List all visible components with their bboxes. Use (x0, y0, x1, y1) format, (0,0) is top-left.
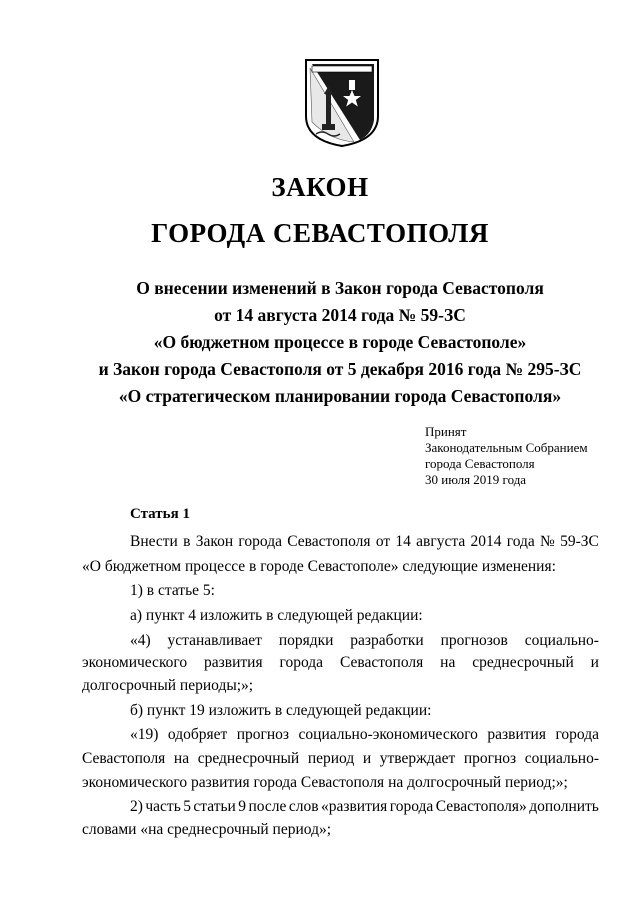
document-title-city: ГОРОДА СЕВАСТОПОЛЯ (151, 218, 489, 248)
body-word: развития (204, 654, 263, 671)
body-word: года (506, 533, 535, 550)
adoption-line: города Севастополя (425, 456, 535, 471)
body-word: среднесрочный (197, 750, 300, 767)
adoption-line: Принят (425, 424, 467, 439)
body-word: города (238, 533, 282, 550)
body-line: «О бюджетном процессе в городе Севастополе» следующие изменения: (82, 558, 556, 575)
body-word: № (540, 533, 555, 550)
body-line (82, 749, 599, 769)
body-word: города (279, 654, 324, 671)
body-word: в (183, 533, 191, 550)
body-word: на (173, 750, 190, 767)
body-word: Севастополя (82, 750, 166, 767)
body-word: период (307, 750, 355, 767)
body-word: и (590, 654, 599, 671)
body-word: социально-экономического (298, 726, 478, 743)
body-word: 9 (238, 798, 247, 815)
body-word: 2014 (470, 533, 502, 550)
body-line (130, 725, 599, 745)
body-word: одобряет (167, 726, 228, 743)
body-word: среднесрочный (472, 654, 574, 671)
body-word: «4) (130, 632, 151, 649)
body-word: прогноз (463, 750, 517, 767)
body-line: экономического развития города Севастополя на долгосрочный период;»; (82, 774, 568, 791)
body-word: часть (145, 798, 181, 815)
adoption-note (425, 424, 605, 488)
body-word: 5 (183, 798, 191, 815)
body-word: «развития (320, 798, 388, 815)
body-line: словами «на среднесрочный период»; (82, 821, 332, 838)
law-subject-line-4: и Закон города Севастополя от 5 декабря 2016 года № 295-ЗС (98, 359, 582, 379)
body-word: социально- (524, 632, 599, 649)
body-word: Севастополя (339, 654, 424, 671)
body-word: социально- (524, 750, 599, 767)
body-word: порядки (278, 632, 334, 649)
body-word: устанавливает (167, 632, 262, 649)
body-word: развития (487, 726, 546, 743)
body-line (130, 631, 599, 651)
law-subject-line-3: «О бюджетном процессе в городе Севастополе» (153, 332, 527, 352)
body-word: разработки (350, 632, 424, 649)
body-word: прогнозов (440, 632, 508, 649)
body-word: прогноз (236, 726, 290, 743)
body-line: а) пункт 4 изложить в следующей редакции: (130, 607, 423, 624)
body-word: от (375, 533, 391, 550)
body-word: после (248, 798, 287, 815)
body-word: на (440, 654, 456, 671)
body-line (82, 653, 599, 673)
body-word: Внести (130, 533, 178, 550)
body-word: утверждает (379, 750, 456, 767)
body-line (130, 532, 599, 552)
law-subject-line-1: О внесении изменений в Закон города Севастополя (136, 278, 544, 298)
body-word: слов (288, 798, 319, 815)
body-word: экономического (82, 654, 188, 671)
body-word: города (389, 798, 434, 815)
article-heading: Статья 1 (130, 506, 190, 522)
body-word: 59-ЗС (560, 533, 599, 550)
body-word: дополнить (529, 798, 599, 815)
body-word: города (555, 726, 599, 743)
body-word: Севастополя» (435, 798, 527, 815)
adoption-line: Законодательным Собранием (425, 440, 588, 455)
body-line: 1) в статье 5: (130, 582, 215, 599)
body-word: августа (416, 533, 466, 550)
body-line (130, 797, 599, 817)
body-word: 14 (395, 533, 411, 550)
law-subject-line-5: «О стратегическом планировании города Севастополя» (118, 386, 562, 406)
body-word: Севастополя (287, 533, 371, 550)
adoption-date: 30 июля 2019 года (425, 472, 527, 487)
body-word: статьи (193, 798, 236, 815)
body-line: б) пункт 19 изложить в следующей редакции: (130, 702, 432, 719)
body-line: долгосрочный периоды;»; (82, 677, 254, 694)
body-word: 2) (130, 798, 143, 815)
document-title: ЗАКОН (271, 172, 369, 202)
body-word: Закон (195, 533, 234, 550)
sevastopol-coat-of-arms-icon (304, 58, 380, 148)
law-subject-line-2: от 14 августа 2014 года № 59-ЗС (214, 305, 466, 325)
body-word: и (362, 750, 372, 767)
body-word: «19) (130, 726, 159, 743)
